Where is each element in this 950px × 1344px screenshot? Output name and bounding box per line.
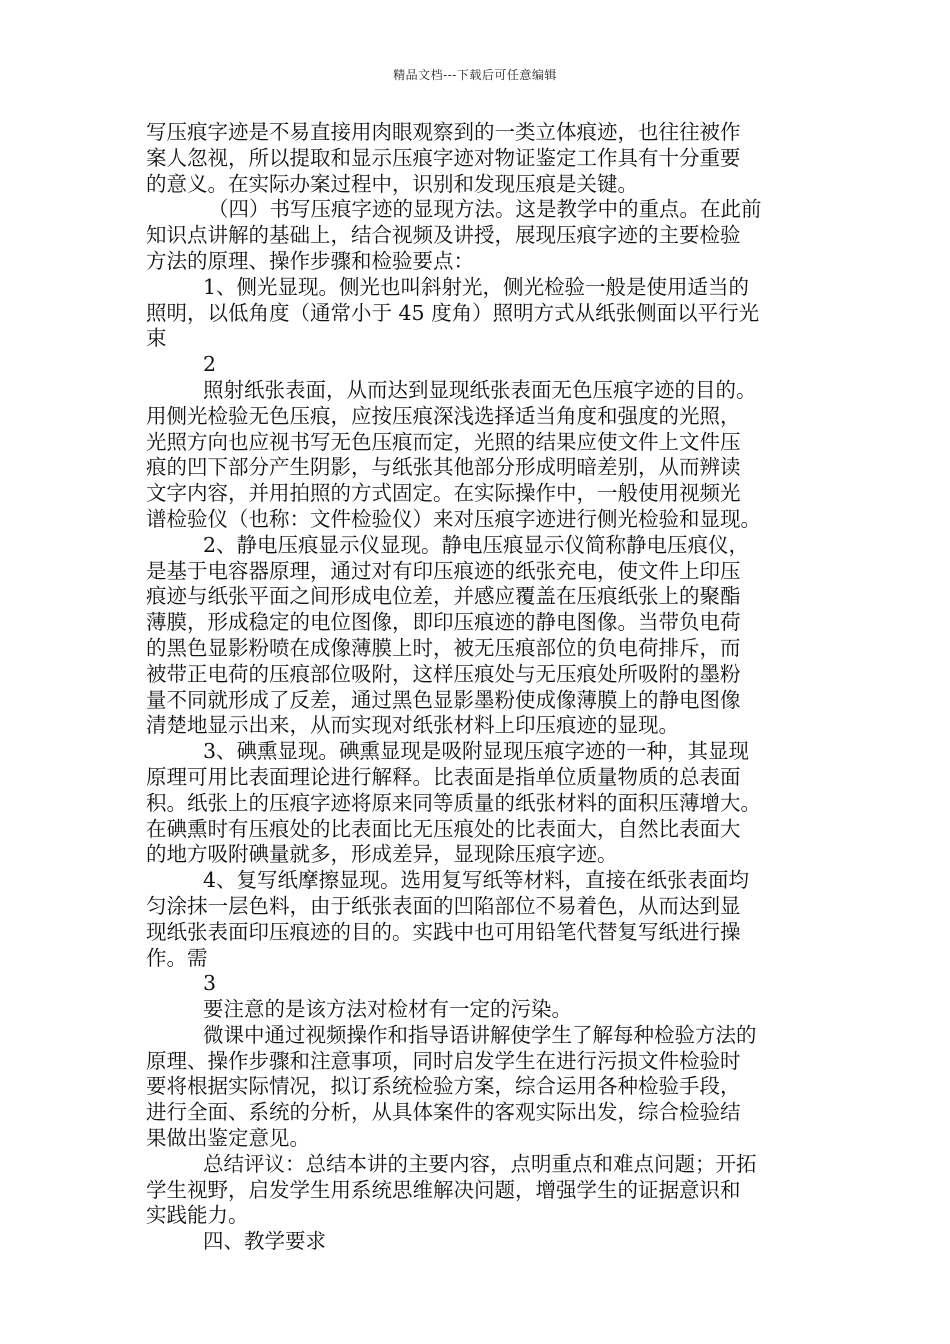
text-line: 照射纸张表面，从而达到显现纸张表面无色压痕字迹的目的。 (203, 377, 757, 402)
text-line: 方法的原理、操作步骤和检验要点： (146, 248, 474, 273)
text-line: 要将根据实际情况，拟订系统检验方案，综合运用各种检验手段， (146, 1074, 741, 1099)
text-line: 案人忽视，所以提取和显示压痕字迹对物证鉴定工作具有十分重要 (146, 145, 741, 170)
text-line: 被带正电荷的压痕部位吸附，这样压痕处与无压痕处所吸附的墨粉 (146, 661, 741, 686)
text-line: 4、复写纸摩擦显现。选用复写纸等材料，直接在纸张表面均 (203, 868, 750, 893)
text-line: 痕迹与纸张平面之间形成电位差，并感应覆盖在压痕纸张上的聚酯 (146, 584, 741, 609)
text-line: 1、侧光显现。侧光也叫斜射光，侧光检验一般是使用适当的 (203, 274, 750, 299)
text-line: 是基于电容器原理，通过对有印压痕迹的纸张充电，使文件上印压 (146, 558, 741, 583)
text-line: 微课中通过视频操作和指导语讲解使学生了解每种检验方法的 (203, 1022, 757, 1047)
text-line: 薄膜，形成稳定的电位图像，即印压痕迹的静电图像。当带负电荷 (146, 610, 741, 635)
text-line: 量不同就形成了反差，通过黑色显影墨粉使成像薄膜上的静电图像 (146, 687, 741, 712)
text-line: 文字内容，并用拍照的方式固定。在实际操作中，一般使用视频光 (146, 481, 741, 506)
document-body (146, 120, 824, 1255)
text-line: 3、碘熏显现。碘熏显现是吸附显现压痕字迹的一种，其显现 (203, 739, 750, 764)
text-line: 的意义。在实际办案过程中，识别和发现压痕是关键。 (146, 171, 638, 196)
text-line: （四）书写压痕字迹的显现方法。这是教学中的重点。在此前 (208, 197, 762, 222)
text-line: 原理可用比表面理论进行解释。比表面是指单位质量物质的总表面 (146, 764, 741, 789)
text-line: 的黑色显影粉喷在成像薄膜上时，被无压痕部位的负电荷排斥，而 (146, 635, 741, 660)
text-line: 四、教学要求 (203, 1229, 326, 1254)
text-line: 积。纸张上的压痕字迹将原来同等质量的纸张材料的面积压薄增大。 (146, 790, 761, 815)
text-line: 在碘熏时有压痕处的比表面比无压痕处的比表面大，自然比表面大 (146, 816, 741, 841)
text-line: 的地方吸附碘量就多，形成差异，显现除压痕字迹。 (146, 842, 618, 867)
text-line: 果做出鉴定意见。 (146, 1126, 310, 1151)
text-line: 照明，以低角度（通常小于 45 度角）照明方式从纸张侧面以平行光 (146, 300, 760, 325)
text-line: 原理、操作步骤和注意事项，同时启发学生在进行污损文件检验时 (146, 1048, 741, 1073)
text-line: 要注意的是该方法对检材有一定的污染。 (203, 997, 572, 1022)
text-line: 进行全面、系统的分析，从具体案件的客观实际出发，综合检验结 (146, 1100, 741, 1125)
text-line: 匀涂抹一层色料，由于纸张表面的凹陷部位不易着色，从而达到显 (146, 893, 741, 918)
text-line: 现纸张表面印压痕迹的目的。实践中也可用铅笔代替复写纸进行操 (146, 919, 741, 944)
text-line: 清楚地显示出来，从而实现对纸张材料上印压痕迹的显现。 (146, 713, 679, 738)
text-line: 学生视野，启发学生用系统思维解决问题，增强学生的证据意识和 (146, 1177, 741, 1202)
text-line: 痕的凹下部分产生阴影，与纸张其他部分形成明暗差别，从而辨读 (146, 455, 741, 480)
text-line: 实践能力。 (146, 1203, 249, 1228)
text-line: 束 (146, 326, 167, 351)
text-line: 2 (203, 352, 217, 377)
text-line: 光照方向也应视书写无色压痕而定，光照的结果应使文件上文件压 (146, 429, 741, 454)
text-line: 知识点讲解的基础上，结合视频及讲授，展现压痕字迹的主要检验 (146, 223, 741, 248)
text-line: 总结评议：总结本讲的主要内容，点明重点和难点问题；开拓 (203, 1151, 757, 1176)
text-line: 写压痕字迹是不易直接用肉眼观察到的一类立体痕迹，也往往被作 (146, 120, 741, 144)
text-line: 作。需 (146, 945, 208, 970)
page-header: 精品文档---下载后可任意编辑 (393, 68, 557, 82)
text-line: 3 (203, 971, 217, 996)
text-line: 2、静电压痕显示仪显现。静电压痕显示仪简称静电压痕仪， (203, 532, 750, 557)
text-line: 用侧光检验无色压痕，应按压痕深浅选择适当角度和强度的光照， (146, 403, 741, 428)
text-line: 谱检验仪（也称：文件检验仪）来对压痕字迹进行侧光检验和显现。 (146, 506, 761, 531)
